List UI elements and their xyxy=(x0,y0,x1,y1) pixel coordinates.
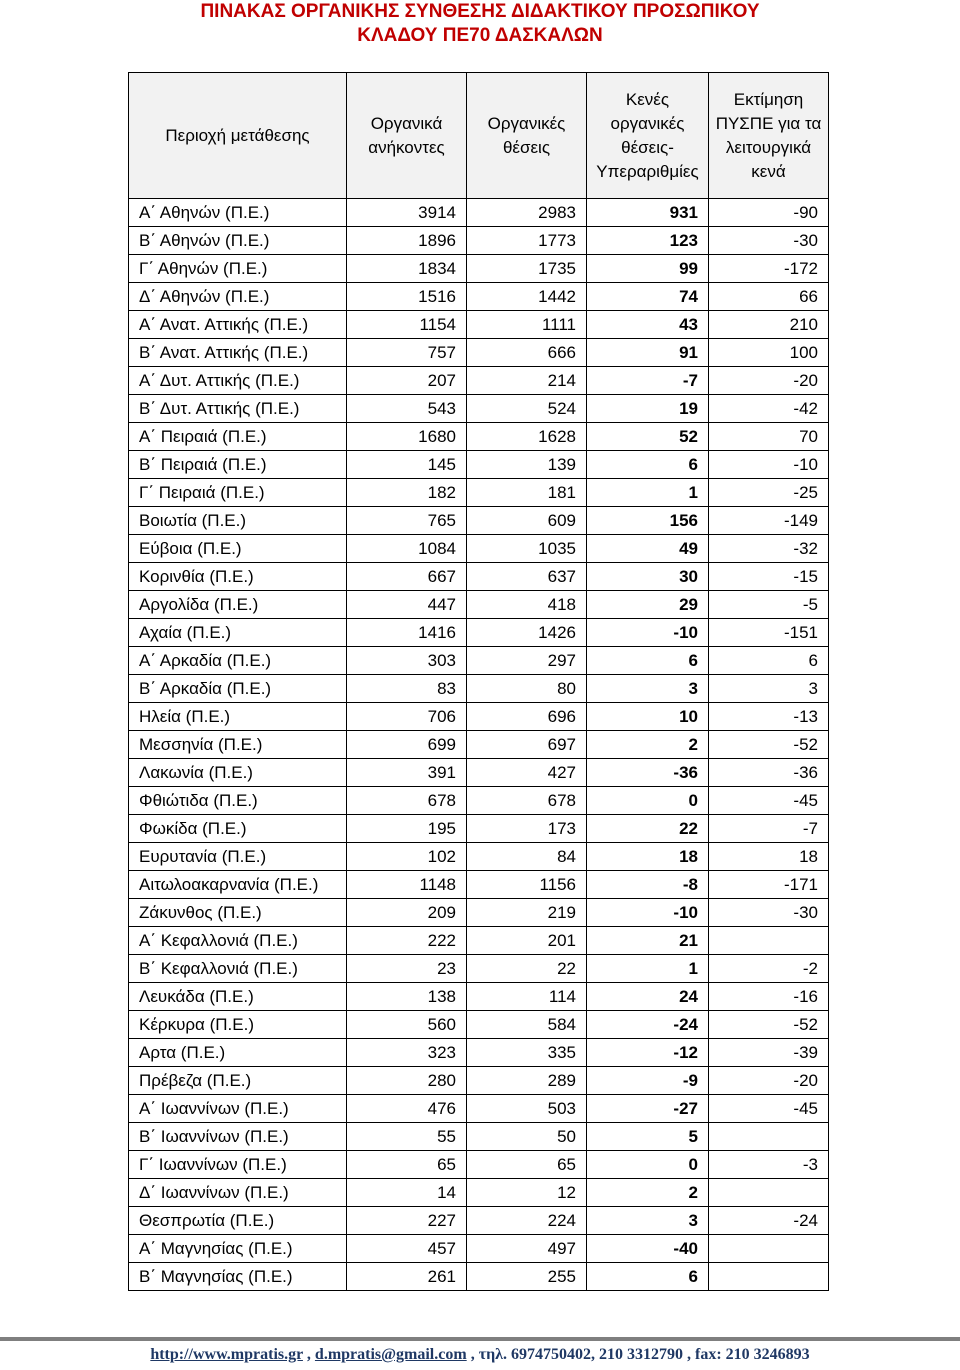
cell-organic-members: 757 xyxy=(347,339,467,367)
cell-estimate: 3 xyxy=(709,675,829,703)
table-row xyxy=(129,1123,829,1151)
table-row xyxy=(129,1151,829,1179)
cell-organic-positions: 503 xyxy=(467,1095,587,1123)
cell-estimate: 66 xyxy=(709,283,829,311)
cell-area: Γ΄ Αθηνών (Π.Ε.) xyxy=(129,255,347,283)
cell-organic-positions: 65 xyxy=(467,1151,587,1179)
cell-organic-positions: 2983 xyxy=(467,199,587,227)
cell-estimate xyxy=(709,1179,829,1207)
cell-organic-positions: 1156 xyxy=(467,871,587,899)
table-row xyxy=(129,479,829,507)
cell-vacancies: 74 xyxy=(587,283,709,311)
cell-organic-positions: 609 xyxy=(467,507,587,535)
cell-area: Β΄ Ανατ. Αττικής (Π.Ε.) xyxy=(129,339,347,367)
cell-organic-members: 138 xyxy=(347,983,467,1011)
cell-vacancies: -10 xyxy=(587,619,709,647)
cell-organic-positions: 1426 xyxy=(467,619,587,647)
cell-area: Δ΄ Ιωαννίνων (Π.Ε.) xyxy=(129,1179,347,1207)
cell-vacancies: 30 xyxy=(587,563,709,591)
cell-vacancies: 49 xyxy=(587,535,709,563)
cell-organic-members: 3914 xyxy=(347,199,467,227)
table-row xyxy=(129,675,829,703)
table-row xyxy=(129,1207,829,1235)
cell-area: Α΄ Δυτ. Αττικής (Π.Ε.) xyxy=(129,367,347,395)
cell-vacancies: -40 xyxy=(587,1235,709,1263)
cell-area: Β΄ Ιωαννίνων (Π.Ε.) xyxy=(129,1123,347,1151)
cell-vacancies: -36 xyxy=(587,759,709,787)
cell-organic-members: 227 xyxy=(347,1207,467,1235)
cell-vacancies: -8 xyxy=(587,871,709,899)
cell-organic-positions: 418 xyxy=(467,591,587,619)
table-row xyxy=(129,367,829,395)
cell-estimate: -172 xyxy=(709,255,829,283)
cell-organic-members: 55 xyxy=(347,1123,467,1151)
cell-area: Δ΄ Αθηνών (Π.Ε.) xyxy=(129,283,347,311)
cell-vacancies: 2 xyxy=(587,731,709,759)
cell-estimate: -42 xyxy=(709,395,829,423)
cell-area: Αιτωλοακαρνανία (Π.Ε.) xyxy=(129,871,347,899)
cell-organic-positions: 50 xyxy=(467,1123,587,1151)
cell-vacancies: 2 xyxy=(587,1179,709,1207)
cell-vacancies: 29 xyxy=(587,591,709,619)
table-header-row xyxy=(129,73,829,199)
cell-organic-positions: 1628 xyxy=(467,423,587,451)
cell-organic-members: 678 xyxy=(347,787,467,815)
table-row xyxy=(129,507,829,535)
cell-organic-members: 65 xyxy=(347,1151,467,1179)
cell-vacancies: 21 xyxy=(587,927,709,955)
cell-vacancies: 19 xyxy=(587,395,709,423)
cell-vacancies: 22 xyxy=(587,815,709,843)
cell-vacancies: 10 xyxy=(587,703,709,731)
cell-area: Α΄ Κεφαλλονιά (Π.Ε.) xyxy=(129,927,347,955)
cell-estimate: 70 xyxy=(709,423,829,451)
cell-estimate: -52 xyxy=(709,1011,829,1039)
cell-estimate xyxy=(709,1263,829,1291)
cell-area: Β΄ Μαγνησίας (Π.Ε.) xyxy=(129,1263,347,1291)
cell-area: Αρτα (Π.Ε.) xyxy=(129,1039,347,1067)
table-row xyxy=(129,311,829,339)
cell-organic-members: 323 xyxy=(347,1039,467,1067)
cell-area: Ζάκυνθος (Π.Ε.) xyxy=(129,899,347,927)
table-row xyxy=(129,871,829,899)
cell-organic-members: 182 xyxy=(347,479,467,507)
table-row xyxy=(129,815,829,843)
cell-estimate: -24 xyxy=(709,1207,829,1235)
cell-area: Ευρυτανία (Π.Ε.) xyxy=(129,843,347,871)
cell-area: Μεσσηνία (Π.Ε.) xyxy=(129,731,347,759)
footer xyxy=(0,1346,960,1364)
table-row xyxy=(129,703,829,731)
cell-organic-positions: 1773 xyxy=(467,227,587,255)
header-transfer-area: Περιοχή μετάθεσης xyxy=(129,73,347,199)
cell-estimate xyxy=(709,927,829,955)
cell-estimate: -52 xyxy=(709,731,829,759)
cell-organic-positions: 80 xyxy=(467,675,587,703)
cell-organic-members: 261 xyxy=(347,1263,467,1291)
cell-organic-positions: 22 xyxy=(467,955,587,983)
table-row xyxy=(129,1095,829,1123)
cell-area: Αχαία (Π.Ε.) xyxy=(129,619,347,647)
cell-organic-members: 1416 xyxy=(347,619,467,647)
cell-estimate: -45 xyxy=(709,787,829,815)
table-row xyxy=(129,283,829,311)
cell-organic-positions: 214 xyxy=(467,367,587,395)
cell-area: Α΄ Πειραιά (Π.Ε.) xyxy=(129,423,347,451)
cell-organic-positions: 497 xyxy=(467,1235,587,1263)
cell-estimate: -32 xyxy=(709,535,829,563)
cell-vacancies: 52 xyxy=(587,423,709,451)
cell-area: Κορινθία (Π.Ε.) xyxy=(129,563,347,591)
cell-organic-positions: 289 xyxy=(467,1067,587,1095)
cell-organic-positions: 637 xyxy=(467,563,587,591)
cell-organic-members: 195 xyxy=(347,815,467,843)
table-body xyxy=(129,199,829,1291)
cell-vacancies: 3 xyxy=(587,675,709,703)
cell-organic-members: 209 xyxy=(347,899,467,927)
cell-area: Β΄ Αρκαδία (Π.Ε.) xyxy=(129,675,347,703)
cell-organic-members: 447 xyxy=(347,591,467,619)
cell-estimate: -45 xyxy=(709,1095,829,1123)
cell-organic-positions: 139 xyxy=(467,451,587,479)
cell-organic-positions: 1035 xyxy=(467,535,587,563)
cell-organic-positions: 173 xyxy=(467,815,587,843)
header-pyspe-estimate: Εκτίμηση ΠΥΣΠΕ για τα λειτουργικά κενά xyxy=(709,73,829,199)
cell-organic-members: 303 xyxy=(347,647,467,675)
footer-separator: , xyxy=(302,1346,315,1363)
table-row xyxy=(129,227,829,255)
cell-area: Β΄ Δυτ. Αττικής (Π.Ε.) xyxy=(129,395,347,423)
cell-organic-members: 280 xyxy=(347,1067,467,1095)
table-row xyxy=(129,1235,829,1263)
cell-vacancies: 5 xyxy=(587,1123,709,1151)
cell-area: Φωκίδα (Π.Ε.) xyxy=(129,815,347,843)
footer-divider xyxy=(0,1337,960,1341)
cell-estimate: -36 xyxy=(709,759,829,787)
table-row xyxy=(129,731,829,759)
cell-vacancies: 0 xyxy=(587,1151,709,1179)
cell-estimate: -2 xyxy=(709,955,829,983)
table-row xyxy=(129,1067,829,1095)
cell-organic-positions: 84 xyxy=(467,843,587,871)
cell-organic-positions: 12 xyxy=(467,1179,587,1207)
cell-area: Α΄ Μαγνησίας (Π.Ε.) xyxy=(129,1235,347,1263)
cell-organic-members: 457 xyxy=(347,1235,467,1263)
cell-estimate: -149 xyxy=(709,507,829,535)
cell-organic-members: 23 xyxy=(347,955,467,983)
cell-vacancies: 931 xyxy=(587,199,709,227)
cell-vacancies: -27 xyxy=(587,1095,709,1123)
cell-vacancies: 6 xyxy=(587,1263,709,1291)
cell-vacancies: -24 xyxy=(587,1011,709,1039)
cell-organic-members: 543 xyxy=(347,395,467,423)
website-link[interactable]: http://www.mpratis.gr xyxy=(150,1346,303,1363)
cell-organic-positions: 219 xyxy=(467,899,587,927)
cell-area: Α΄ Ιωαννίνων (Π.Ε.) xyxy=(129,1095,347,1123)
cell-vacancies: 1 xyxy=(587,479,709,507)
cell-area: Κέρκυρα (Π.Ε.) xyxy=(129,1011,347,1039)
table-row xyxy=(129,395,829,423)
table-row xyxy=(129,619,829,647)
cell-area: Πρέβεζα (Π.Ε.) xyxy=(129,1067,347,1095)
table-row xyxy=(129,255,829,283)
cell-organic-positions: 224 xyxy=(467,1207,587,1235)
cell-organic-positions: 697 xyxy=(467,731,587,759)
cell-area: Α΄ Ανατ. Αττικής (Π.Ε.) xyxy=(129,311,347,339)
table-row xyxy=(129,983,829,1011)
cell-estimate: 100 xyxy=(709,339,829,367)
cell-organic-positions: 335 xyxy=(467,1039,587,1067)
cell-area: Β΄ Κεφαλλονιά (Π.Ε.) xyxy=(129,955,347,983)
cell-estimate: -20 xyxy=(709,1067,829,1095)
cell-area: Γ΄ Πειραιά (Π.Ε.) xyxy=(129,479,347,507)
cell-vacancies: 1 xyxy=(587,955,709,983)
cell-vacancies: 91 xyxy=(587,339,709,367)
email-link[interactable]: d.mpratis@gmail.com xyxy=(314,1346,467,1363)
cell-estimate: -7 xyxy=(709,815,829,843)
cell-organic-members: 1084 xyxy=(347,535,467,563)
cell-area: Λακωνία (Π.Ε.) xyxy=(129,759,347,787)
table-row xyxy=(129,563,829,591)
cell-estimate: -25 xyxy=(709,479,829,507)
cell-estimate: -16 xyxy=(709,983,829,1011)
table-row xyxy=(129,927,829,955)
cell-estimate: -10 xyxy=(709,451,829,479)
cell-estimate: -39 xyxy=(709,1039,829,1067)
cell-organic-members: 1148 xyxy=(347,871,467,899)
cell-estimate xyxy=(709,1235,829,1263)
cell-estimate: -151 xyxy=(709,619,829,647)
cell-estimate: 18 xyxy=(709,843,829,871)
cell-organic-members: 1680 xyxy=(347,423,467,451)
table-row xyxy=(129,339,829,367)
cell-area: Γ΄ Ιωαννίνων (Π.Ε.) xyxy=(129,1151,347,1179)
cell-vacancies: 18 xyxy=(587,843,709,871)
cell-organic-positions: 678 xyxy=(467,787,587,815)
cell-estimate: -5 xyxy=(709,591,829,619)
table-row xyxy=(129,535,829,563)
header-organic-members: Οργανικά ανήκοντες xyxy=(347,73,467,199)
organic-positions-table xyxy=(128,72,829,1291)
cell-vacancies: -10 xyxy=(587,899,709,927)
cell-organic-members: 560 xyxy=(347,1011,467,1039)
table-row xyxy=(129,591,829,619)
cell-organic-positions: 297 xyxy=(467,647,587,675)
table-row xyxy=(129,451,829,479)
cell-area: Λευκάδα (Π.Ε.) xyxy=(129,983,347,1011)
cell-organic-positions: 666 xyxy=(467,339,587,367)
cell-estimate: -13 xyxy=(709,703,829,731)
cell-organic-positions: 181 xyxy=(467,479,587,507)
cell-vacancies: -9 xyxy=(587,1067,709,1095)
table-row xyxy=(129,955,829,983)
table-row xyxy=(129,199,829,227)
cell-organic-positions: 696 xyxy=(467,703,587,731)
cell-organic-members: 706 xyxy=(347,703,467,731)
cell-organic-members: 765 xyxy=(347,507,467,535)
footer-contact-phones: , τηλ. 6974750402, 210 3312790 , fax: 210 3246893 xyxy=(466,1346,810,1363)
cell-organic-members: 207 xyxy=(347,367,467,395)
cell-vacancies: 6 xyxy=(587,451,709,479)
cell-organic-positions: 1111 xyxy=(467,311,587,339)
table-row xyxy=(129,759,829,787)
cell-organic-members: 476 xyxy=(347,1095,467,1123)
cell-area: Φθιώτιδα (Π.Ε.) xyxy=(129,787,347,815)
cell-vacancies: -12 xyxy=(587,1039,709,1067)
cell-vacancies: 0 xyxy=(587,787,709,815)
cell-vacancies: -7 xyxy=(587,367,709,395)
table-row xyxy=(129,1039,829,1067)
cell-estimate: 6 xyxy=(709,647,829,675)
cell-organic-positions: 524 xyxy=(467,395,587,423)
cell-estimate: -15 xyxy=(709,563,829,591)
cell-organic-members: 145 xyxy=(347,451,467,479)
cell-area: Α΄ Αθηνών (Π.Ε.) xyxy=(129,199,347,227)
cell-vacancies: 99 xyxy=(587,255,709,283)
cell-area: Ηλεία (Π.Ε.) xyxy=(129,703,347,731)
cell-organic-members: 83 xyxy=(347,675,467,703)
cell-organic-members: 222 xyxy=(347,927,467,955)
cell-organic-members: 667 xyxy=(347,563,467,591)
cell-estimate: -90 xyxy=(709,199,829,227)
page-subtitle: ΚΛΑΔΟΥ ΠΕ70 ΔΑΣΚΑΛΩΝ xyxy=(357,25,603,46)
table-row xyxy=(129,1263,829,1291)
cell-organic-positions: 114 xyxy=(467,983,587,1011)
cell-estimate: -171 xyxy=(709,871,829,899)
cell-estimate xyxy=(709,1123,829,1151)
cell-organic-positions: 584 xyxy=(467,1011,587,1039)
table-row xyxy=(129,899,829,927)
table-row xyxy=(129,647,829,675)
cell-area: Βοιωτία (Π.Ε.) xyxy=(129,507,347,535)
cell-vacancies: 156 xyxy=(587,507,709,535)
cell-area: Β΄ Αθηνών (Π.Ε.) xyxy=(129,227,347,255)
cell-vacancies: 6 xyxy=(587,647,709,675)
cell-estimate: 210 xyxy=(709,311,829,339)
header-organic-positions: Οργανικές θέσεις xyxy=(467,73,587,199)
cell-organic-positions: 1735 xyxy=(467,255,587,283)
cell-estimate: -3 xyxy=(709,1151,829,1179)
cell-organic-positions: 255 xyxy=(467,1263,587,1291)
cell-area: Εύβοια (Π.Ε.) xyxy=(129,535,347,563)
cell-vacancies: 43 xyxy=(587,311,709,339)
cell-organic-positions: 201 xyxy=(467,927,587,955)
table-row xyxy=(129,787,829,815)
cell-organic-positions: 427 xyxy=(467,759,587,787)
cell-area: Θεσπρωτία (Π.Ε.) xyxy=(129,1207,347,1235)
cell-organic-members: 1154 xyxy=(347,311,467,339)
cell-organic-members: 1896 xyxy=(347,227,467,255)
cell-estimate: -30 xyxy=(709,899,829,927)
cell-vacancies: 24 xyxy=(587,983,709,1011)
table-row xyxy=(129,843,829,871)
cell-vacancies: 123 xyxy=(587,227,709,255)
table-row xyxy=(129,1179,829,1207)
cell-organic-members: 14 xyxy=(347,1179,467,1207)
cell-area: Αργολίδα (Π.Ε.) xyxy=(129,591,347,619)
cell-organic-members: 699 xyxy=(347,731,467,759)
cell-organic-members: 102 xyxy=(347,843,467,871)
cell-organic-members: 391 xyxy=(347,759,467,787)
cell-area: Α΄ Αρκαδία (Π.Ε.) xyxy=(129,647,347,675)
cell-estimate: -20 xyxy=(709,367,829,395)
cell-area: Β΄ Πειραιά (Π.Ε.) xyxy=(129,451,347,479)
cell-estimate: -30 xyxy=(709,227,829,255)
page-title: ΠΙΝΑΚΑΣ ΟΡΓΑΝΙΚΗΣ ΣΥΝΘΕΣΗΣ ΔΙΔΑΚΤΙΚΟΥ ΠΡΟΣΩΠΙΚΟΥ xyxy=(200,1,760,22)
table-row xyxy=(129,423,829,451)
cell-vacancies: 3 xyxy=(587,1207,709,1235)
table-row xyxy=(129,1011,829,1039)
cell-organic-members: 1516 xyxy=(347,283,467,311)
header-vacancies-surplus: Κενές οργανικές θέσεις-Υπεραριθμίες xyxy=(587,73,709,199)
cell-organic-positions: 1442 xyxy=(467,283,587,311)
cell-organic-members: 1834 xyxy=(347,255,467,283)
